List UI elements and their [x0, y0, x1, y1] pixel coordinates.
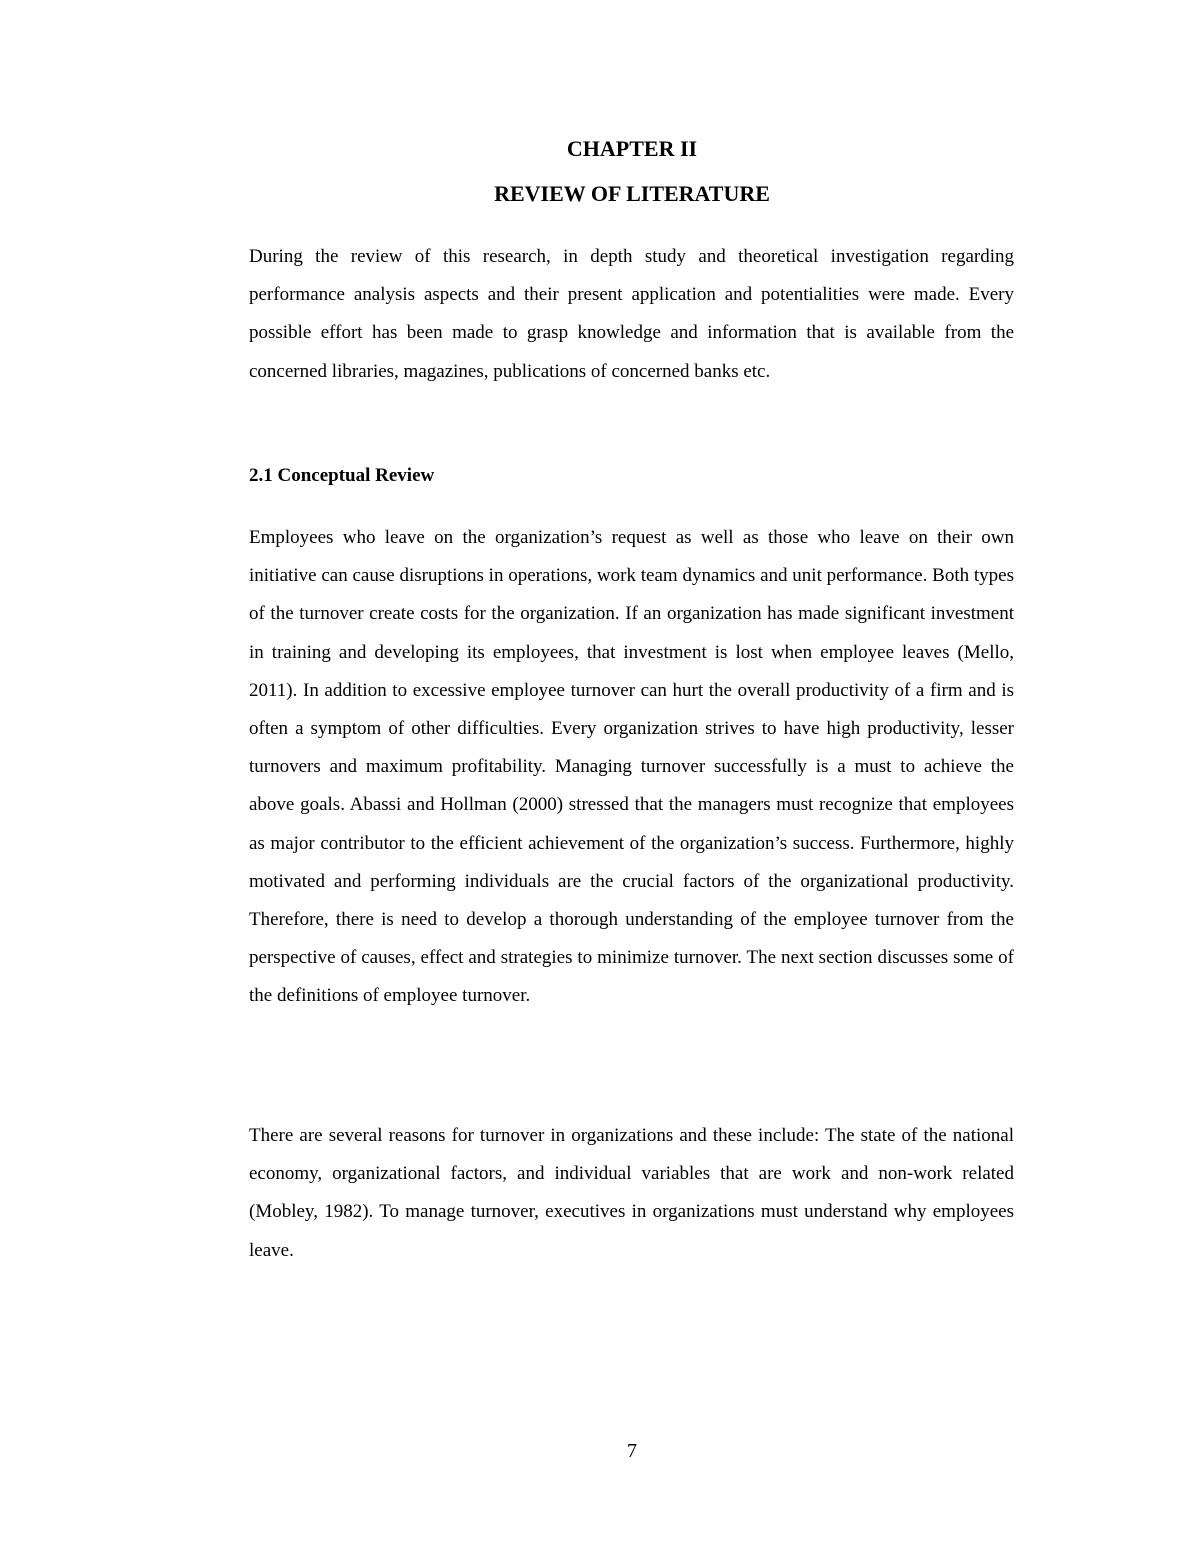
section-heading: 2.1 Conceptual Review	[249, 465, 435, 486]
conceptual-review-paragraph: Employees who leave on the organization’s request as well as those who leave on their own initiative can cause disruptions in operations, work team dynamics and unit performance. Both types of the turnover create costs for the organization. If an organization has made significant investment in training and developing its employees, that investment is lost when employee leaves (Mello, 2011). In addition to excessive employee turnover can hurt the overall productivity of a firm and is often a symptom of other difficulties. Every organization strives to have high productivity, lesser turnovers and maximum profitability. Managing turnover successfully is a must to achieve the above goals. Abassi and Hollman (2000) stressed that the managers must recognize that employees as major contributor to the efficient achievement of the organization’s success. Furthermore, highly motivated and performing individuals are the crucial factors of the organizational productivity. Therefore, there is need to develop a thorough understanding of the employee turnover from the perspective of causes, effect and strategies to minimize turnover. The next section discusses some of the definitions of employee turnover.	[249, 527, 1014, 1007]
page-number: 7	[627, 1440, 637, 1462]
turnover-reasons-paragraph: There are several reasons for turnover in organizations and these include: The state of the national economy, organizational factors, and individual variables that are work and non-work related (Mobley, 1982). To manage turnover, executives in organizations must understand why employees leave.	[249, 1125, 1014, 1261]
intro-paragraph: During the review of this research, in depth study and theoretical investigation regarding performance analysis aspects and their present application and potentialities were made. Every possible effort has been made to grasp knowledge and information that is available from the concerned libraries, magazines, publications of concerned banks etc.	[249, 246, 1014, 382]
chapter-number: CHAPTER II	[566, 136, 698, 161]
chapter-title: REVIEW OF LITERATURE	[494, 181, 770, 206]
